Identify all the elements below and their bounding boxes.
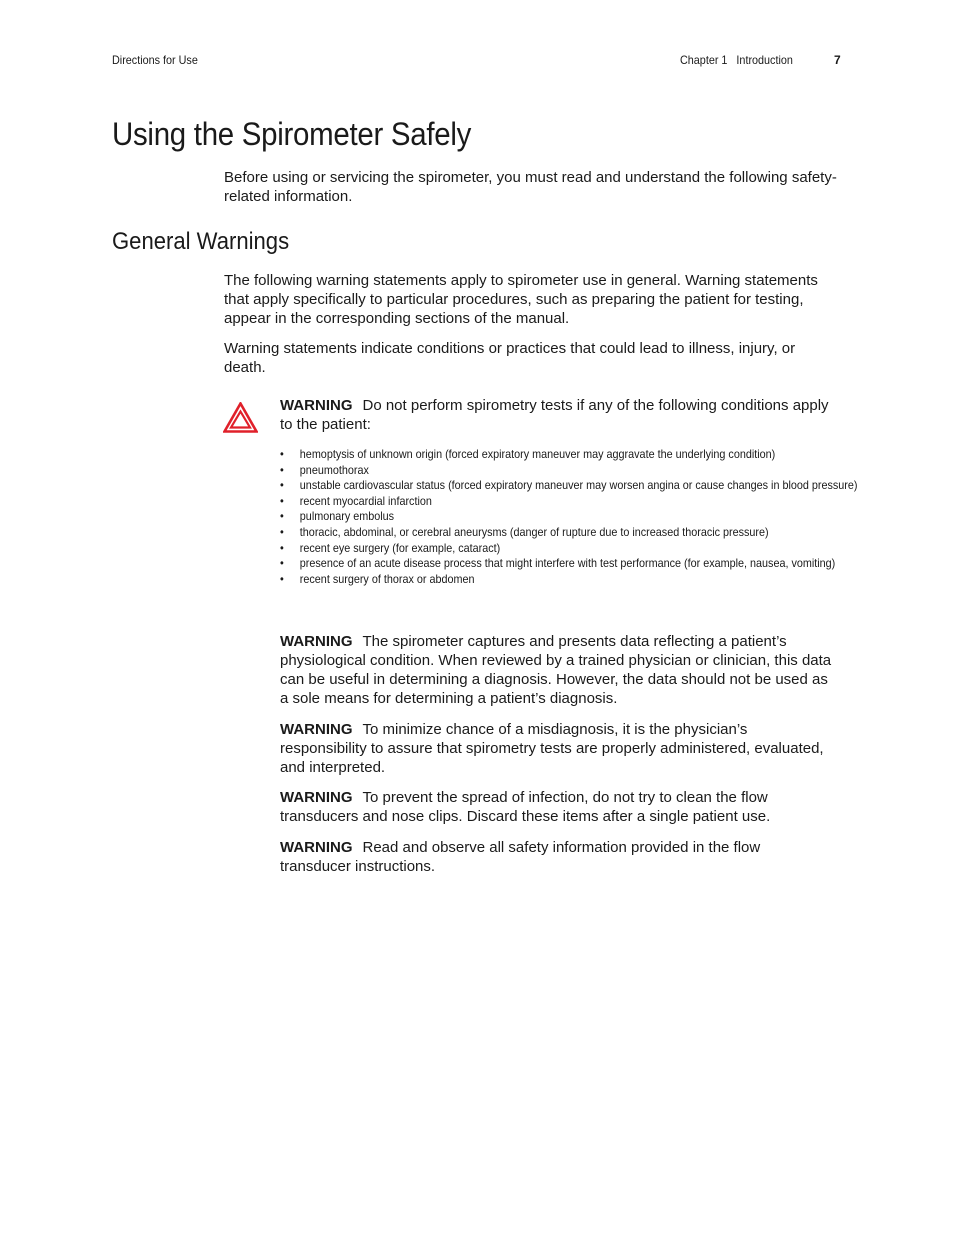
- list-item: • hemoptysis of unknown origin (forced expiratory maneuver may aggravate the underlying condition): [280, 447, 858, 463]
- warning-label: WARNING: [280, 633, 353, 650]
- warning-4: [280, 788, 835, 826]
- body-paragraph-1: The following warning statements apply to spirometer use in general. Warning statements that apply specifically to particular procedures, such as preparing the patient for testing, appear in the corresponding sections of the manual.: [224, 272, 818, 327]
- list-item: • unstable cardiovascular status (forced expiratory maneuver may worsen angina or cause changes in blood pressure): [280, 478, 858, 494]
- intro-paragraph: Before using or servicing the spirometer, you must read and understand the following safety-related information.: [224, 169, 837, 205]
- warning-label: WARNING: [280, 721, 353, 738]
- list-item: • pneumothorax: [280, 463, 858, 479]
- warning-5: [280, 838, 835, 876]
- warning-text: Do not perform spirometry tests if any of the following conditions apply to the patient:: [280, 397, 829, 433]
- page-number: 7: [834, 53, 841, 67]
- warning-2: [280, 632, 835, 708]
- page-title: Using the Spirometer Safely: [112, 116, 472, 152]
- warning-label: WARNING: [280, 397, 353, 414]
- warning-text: To prevent the spread of infection, do not try to clean the flow transducers and nose clips. Discard these items after a single patient use.: [280, 789, 771, 825]
- list-item: • presence of an acute disease process that might interfere with test performance (for example, nausea, vomiting): [280, 556, 858, 572]
- list-item: • pulmonary embolus: [280, 509, 858, 525]
- warning-1: [280, 396, 835, 434]
- running-header-left: Directions for Use: [112, 53, 198, 67]
- running-header-right: [680, 53, 793, 67]
- chapter-title: Introduction: [736, 53, 793, 67]
- body-paragraph-2: Warning statements indicate conditions or practices that could lead to illness, injury, or death.: [224, 340, 796, 376]
- list-item: • thoracic, abdominal, or cerebral aneurysms (danger of rupture due to increased thoracic pressure): [280, 525, 858, 541]
- warning-3: [280, 720, 835, 777]
- warning-text: To minimize chance of a misdiagnosis, it is the physician’s responsibility to assure that spirometry tests are properly administered, evaluated, and interpreted.: [280, 721, 824, 776]
- warning-label: WARNING: [280, 839, 353, 856]
- list-item: • recent surgery of thorax or abdomen: [280, 572, 858, 588]
- list-item: • recent eye surgery (for example, cataract): [280, 541, 858, 557]
- warning-text: Read and observe all safety information provided in the flow transducer instructions.: [280, 839, 761, 875]
- list-item: • recent myocardial infarction: [280, 494, 858, 510]
- section-heading: General Warnings: [112, 228, 290, 255]
- chapter-label: Chapter 1: [680, 53, 728, 67]
- warning-text: The spirometer captures and presents data reflecting a patient’s physiological condition. When reviewed by a trained physician or clinician, this data can be useful in determining a diagnosis. However, the data should not be used as a sole means for determining a patient’s diagnosis.: [280, 633, 832, 707]
- warning-label: WARNING: [280, 789, 353, 806]
- conditions-list: [280, 447, 858, 587]
- warning-triangle-icon: [223, 402, 258, 433]
